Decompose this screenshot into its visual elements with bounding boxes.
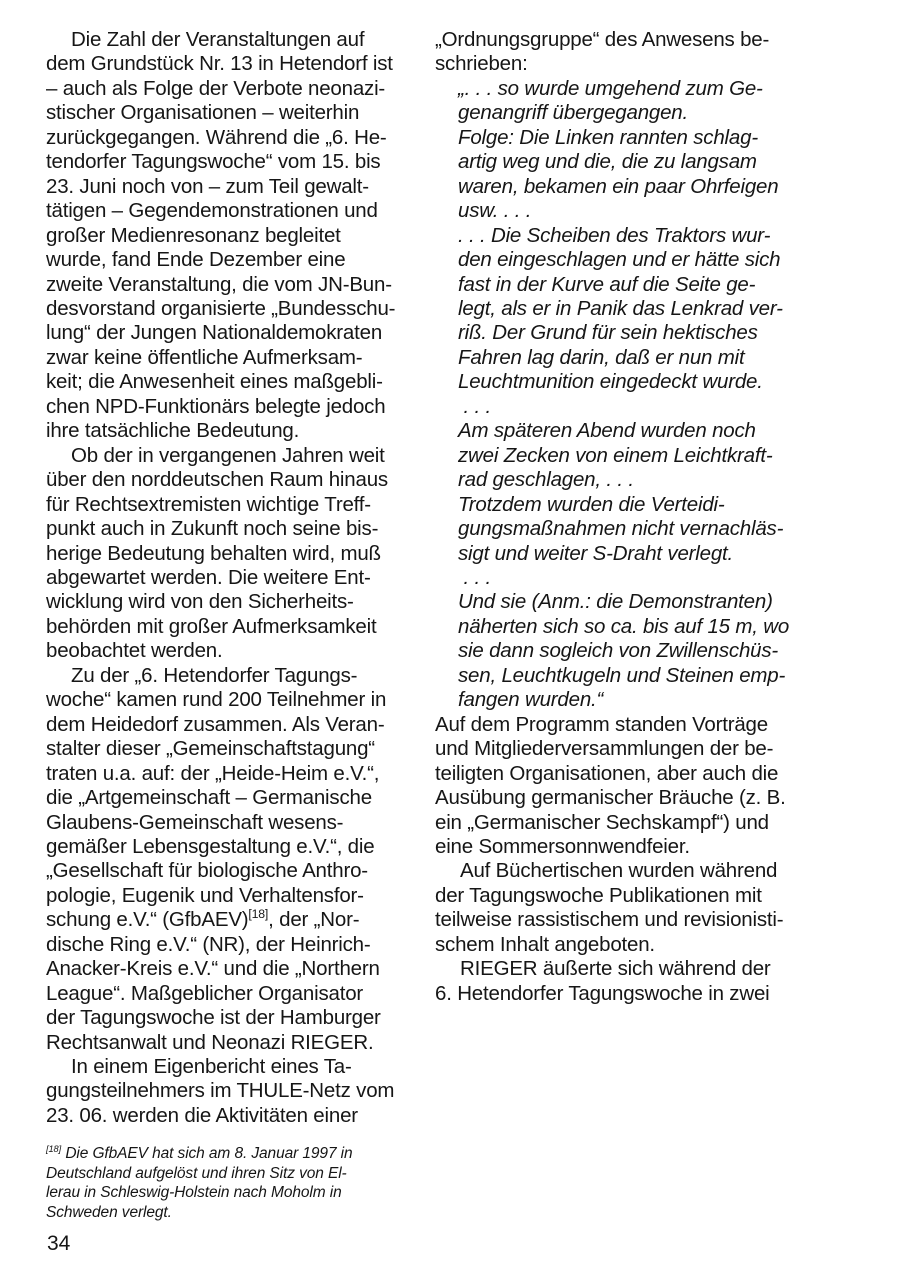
text-line [435, 77, 868, 101]
text-line [435, 933, 868, 957]
text-segment: waren, bekamen ein paar Ohrfeigen [458, 174, 779, 198]
text-segment: Anacker-Kreis e.V.“ und die „Northern [46, 957, 380, 981]
text-line [435, 859, 868, 883]
text-segment: behörden mit großer Aufmerksamkeit [46, 614, 377, 638]
text-line [435, 713, 868, 737]
text-segment: genangriff übergegangen. [458, 101, 689, 125]
footnote-line [46, 1144, 438, 1164]
text-segment: Rechtsanwalt und Neonazi RIEGER. [46, 1030, 374, 1054]
text-segment: usw. . . . [458, 199, 532, 223]
text-line [435, 126, 868, 150]
text-line [46, 28, 438, 52]
text-segment: Zu der „6. Hetendorfer Tagungs- [71, 663, 358, 687]
text-line [46, 321, 438, 345]
text-line [435, 786, 868, 810]
footnote-line [46, 1164, 438, 1184]
text-segment: Auf dem Programm standen Vorträge [435, 712, 768, 736]
text-segment: sen, Leuchtkugeln und Steinen emp- [458, 663, 786, 687]
text-line [46, 444, 438, 468]
text-segment: rad geschlagen, . . . [458, 468, 634, 492]
text-line [435, 444, 868, 468]
text-line [46, 933, 438, 957]
text-line [46, 395, 438, 419]
text-line [46, 150, 438, 174]
text-segment: RIEGER äußerte sich während der [460, 957, 771, 981]
right-text-column [435, 28, 868, 1006]
text-line [46, 786, 438, 810]
text-line [435, 688, 868, 712]
text-line [435, 517, 868, 541]
text-line [46, 590, 438, 614]
text-segment: gungsmaßnahmen nicht vernachläs- [458, 517, 784, 541]
text-line [46, 175, 438, 199]
text-segment: League“. Maßgeblicher Organisator [46, 981, 364, 1005]
text-line [435, 615, 868, 639]
text-segment: – auch als Folge der Verbote neonazi- [46, 76, 386, 100]
text-line [46, 1055, 438, 1079]
text-line [435, 150, 868, 174]
text-segment: legt, als er in Panik das Lenkrad ver- [458, 296, 783, 320]
text-segment: ein „Germanischer Sechskampf“) und [435, 810, 769, 834]
text-segment: dem Grundstück Nr. 13 in Hetendorf ist [46, 52, 393, 76]
text-segment: abgewartet werden. Die weitere Ent- [46, 565, 371, 589]
text-segment: Folge: Die Linken rannten schlag- [458, 125, 758, 149]
text-line [435, 835, 868, 859]
text-line [435, 28, 868, 52]
text-segment: dische Ring e.V.“ (NR), der Heinrich- [46, 932, 371, 956]
text-line [435, 370, 868, 394]
text-segment: „. . . so wurde umgehend zum Ge- [458, 76, 763, 100]
text-segment: schem Inhalt angeboten. [435, 932, 655, 956]
text-segment: Die GfbAEV hat sich am 8. Januar 1997 in [61, 1145, 353, 1162]
text-line [46, 835, 438, 859]
text-segment: teilweise rassistischem und revisionisti- [435, 908, 784, 932]
text-line [46, 811, 438, 835]
text-segment: großer Medienresonanz begleitet [46, 223, 341, 247]
text-line [46, 346, 438, 370]
text-segment: artig weg und die, die zu langsam [458, 150, 757, 174]
text-line [435, 321, 868, 345]
text-line [46, 493, 438, 517]
text-line [46, 982, 438, 1006]
text-line [46, 957, 438, 981]
text-line [46, 1031, 438, 1055]
text-line [46, 542, 438, 566]
text-segment: sie dann sogleich von Zwillenschüs- [458, 639, 779, 663]
text-segment: der Tagungswoche Publikationen mit [435, 883, 762, 907]
text-segment: Ausübung germanischer Bräuche (z. B. [435, 786, 786, 810]
text-line [435, 566, 868, 590]
text-segment: die „Artgemeinschaft – Germanische [46, 786, 372, 810]
text-segment: „Ordnungsgruppe“ des Anwesens be- [435, 28, 770, 51]
text-segment: und Mitgliederversammlungen der be- [435, 737, 774, 761]
text-line [435, 199, 868, 223]
text-line [435, 224, 868, 248]
text-segment: Glaubens-Gemeinschaft wesens- [46, 810, 344, 834]
text-segment: fangen wurden.“ [458, 688, 604, 712]
text-line [46, 1104, 438, 1128]
text-line [435, 664, 868, 688]
text-segment: Schweden verlegt. [46, 1203, 172, 1221]
text-line [435, 493, 868, 517]
text-segment: Fahren lag darin, daß er nun mit [458, 345, 745, 369]
text-segment: Auf Büchertischen wurden während [460, 859, 778, 883]
text-segment: woche“ kamen rund 200 Teilnehmer in [46, 688, 387, 712]
text-segment: chen NPD-Funktionärs belegte jedoch [46, 394, 386, 418]
text-line [46, 713, 438, 737]
footnote-reference: [18] [46, 1143, 62, 1154]
text-line [435, 762, 868, 786]
text-segment: 23. Juni noch von – zum Teil gewalt- [46, 174, 369, 198]
text-segment: In einem Eigenbericht eines Ta- [71, 1055, 352, 1079]
text-line [46, 370, 438, 394]
text-segment: Ob der in vergangenen Jahren weit [71, 443, 385, 467]
text-line [435, 52, 868, 76]
text-segment: beobachtet werden. [46, 639, 223, 663]
text-segment: zurückgegangen. Während die „6. He- [46, 125, 387, 149]
text-line [46, 859, 438, 883]
text-segment: stalter dieser „Gemeinschaftstagung“ [46, 737, 375, 761]
text-line [46, 615, 438, 639]
text-segment: herige Bedeutung behalten wird, muß [46, 541, 381, 565]
text-line [46, 126, 438, 150]
text-line [435, 811, 868, 835]
text-line [46, 762, 438, 786]
text-line [435, 957, 868, 981]
text-line [435, 101, 868, 125]
text-line [435, 542, 868, 566]
text-line [435, 884, 868, 908]
text-segment: Trotzdem wurden die Verteidi- [458, 492, 725, 516]
text-segment: tätigen – Gegendemonstrationen und [46, 199, 378, 223]
text-segment: Die Zahl der Veranstaltungen auf [71, 28, 365, 51]
text-segment: keit; die Anwesenheit eines maßgebli- [46, 370, 383, 394]
text-line [435, 639, 868, 663]
text-segment: pologie, Eugenik und Verhaltensfor- [46, 883, 364, 907]
text-line [46, 297, 438, 321]
text-line [435, 982, 868, 1006]
text-segment: traten u.a. auf: der „Heide-Heim e.V.“, [46, 761, 380, 785]
text-line [46, 199, 438, 223]
text-segment: fast in der Kurve auf die Seite ge- [458, 272, 756, 296]
text-line [435, 297, 868, 321]
text-segment: über den norddeutschen Raum hinaus [46, 468, 388, 492]
text-segment: den eingeschlagen und er hätte sich [458, 248, 781, 272]
text-segment: wicklung wird von den Sicherheits- [46, 590, 354, 614]
text-segment: lerau in Schleswig-Holstein nach Moholm in [46, 1184, 342, 1202]
text-segment: . . . Die Scheiben des Traktors wur- [458, 223, 771, 247]
text-segment: zwar keine öffentliche Aufmerksam- [46, 345, 363, 369]
text-line [46, 908, 438, 932]
text-line [46, 101, 438, 125]
text-segment: eine Sommersonnwendfeier. [435, 834, 690, 858]
text-line [46, 273, 438, 297]
text-segment: punkt auch in Zukunft noch seine bis- [46, 517, 379, 541]
text-segment: Deutschland aufgelöst und ihren Sitz von El- [46, 1164, 347, 1182]
text-segment: schung e.V.“ (GfbAEV) [46, 908, 249, 932]
text-line [435, 175, 868, 199]
text-line [435, 419, 868, 443]
text-line [435, 908, 868, 932]
text-line [46, 419, 438, 443]
text-segment: gungsteilnehmers im THULE-Netz vom [46, 1079, 395, 1103]
text-segment: „Gesellschaft für biologische Anthro- [46, 859, 368, 883]
text-segment: 23. 06. werden die Aktivitäten einer [46, 1103, 358, 1127]
text-segment: . . . [458, 394, 491, 418]
text-line [46, 737, 438, 761]
text-segment: teiligten Organisationen, aber auch die [435, 761, 779, 785]
text-line [435, 468, 868, 492]
text-segment: tendorfer Tagungswoche“ vom 15. bis [46, 150, 381, 174]
text-segment: riß. Der Grund für sein hektisches [458, 321, 758, 345]
text-line [46, 77, 438, 101]
text-line [435, 395, 868, 419]
text-line [435, 590, 868, 614]
text-segment: dem Heidedorf zusammen. Als Veran- [46, 712, 385, 736]
page-number: 34 [47, 1232, 71, 1255]
text-segment: lung“ der Jungen Nationaldemokraten [46, 321, 383, 345]
footnote [46, 1144, 438, 1222]
text-line [46, 639, 438, 663]
footnote-reference: [18] [248, 907, 269, 922]
text-line [46, 884, 438, 908]
text-segment: , der „Nor- [268, 908, 360, 932]
text-line [435, 737, 868, 761]
text-segment: sigt und weiter S-Draht verlegt. [458, 541, 734, 565]
text-line [46, 248, 438, 272]
text-segment: stischer Organisationen – weiterhin [46, 101, 360, 125]
footnote-line [46, 1183, 438, 1203]
text-line [46, 52, 438, 76]
text-segment: Am späteren Abend wurden noch [458, 419, 756, 443]
text-segment: Und sie (Anm.: die Demonstranten) [458, 590, 773, 614]
text-segment: näherten sich so ca. bis auf 15 m, wo [458, 614, 790, 638]
text-segment: zweite Veranstaltung, die vom JN-Bun- [46, 272, 392, 296]
left-text-column [46, 28, 438, 1128]
text-line [46, 566, 438, 590]
text-line [46, 517, 438, 541]
text-segment: wurde, fand Ende Dezember eine [46, 248, 346, 272]
text-segment: 6. Hetendorfer Tagungswoche in zwei [435, 981, 770, 1005]
text-line [435, 273, 868, 297]
text-segment: desvorstand organisierte „Bundesschu- [46, 296, 396, 320]
text-segment: gemäßer Lebensgestaltung e.V.“, die [46, 834, 375, 858]
text-line [46, 664, 438, 688]
text-line [435, 346, 868, 370]
text-line [46, 468, 438, 492]
text-segment: der Tagungswoche ist der Hamburger [46, 1006, 381, 1030]
text-segment: schrieben: [435, 52, 528, 76]
text-line [46, 688, 438, 712]
text-line [435, 248, 868, 272]
text-segment: ihre tatsächliche Bedeutung. [46, 419, 300, 443]
text-segment: für Rechtsextremisten wichtige Treff- [46, 492, 371, 516]
footnote-line [46, 1203, 438, 1223]
text-segment: zwei Zecken von einem Leichtkraft- [458, 443, 773, 467]
text-line [46, 1079, 438, 1103]
text-segment: . . . [458, 565, 491, 589]
text-line [46, 224, 438, 248]
text-line [46, 1006, 438, 1030]
text-segment: Leuchtmunition eingedeckt wurde. [458, 370, 763, 394]
